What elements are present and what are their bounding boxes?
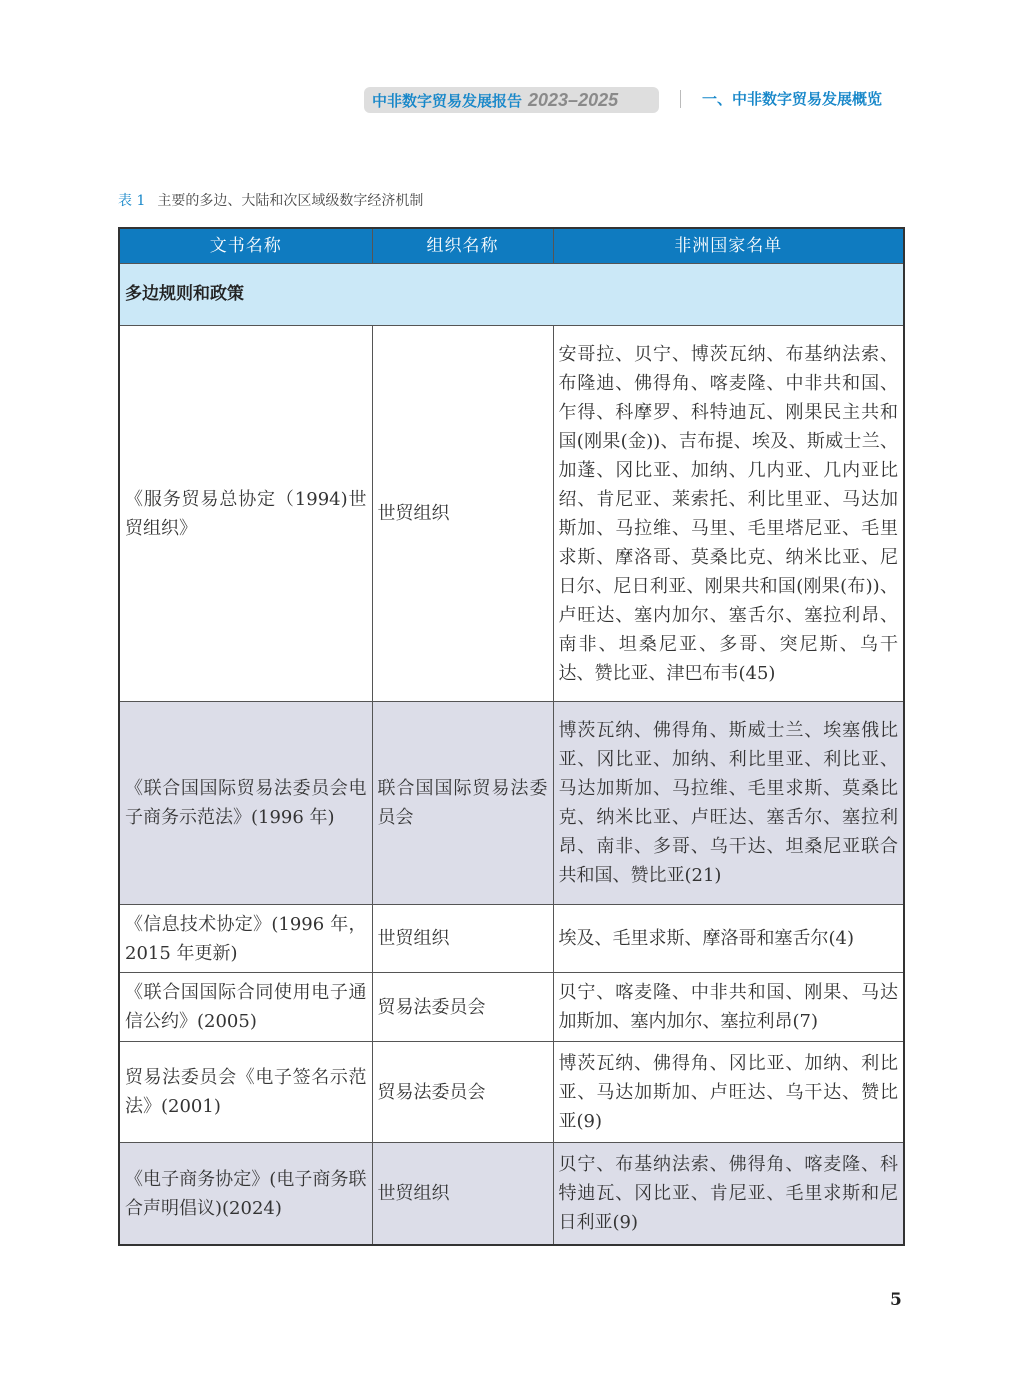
cell-doc: 《联合国国际合同使用电子通信公约》(2005) [119,973,372,1042]
table-row [119,973,904,1042]
column-header: 组织名称 [372,228,553,264]
book-years: 2023–2025 [528,89,619,110]
header-divider [680,90,681,108]
cell-countries: 安哥拉、贝宁、博茨瓦纳、布基纳法索、布隆迪、佛得角、喀麦隆、中非共和国、乍得、科摩罗、科特迪瓦、刚果民主共和国(刚果(金))、吉布提、埃及、斯威士兰、加蓬、冈比亚、加纳、几内亚、几内亚比绍、肯尼亚、莱索托、利比里亚、马达加斯加、马拉维、马里、毛里塔尼亚、毛里求斯、摩洛哥、莫桑比克、纳米比亚、尼日尔、尼日利亚、刚果共和国(刚果(布))、卢旺达、塞内加尔、塞舌尔、塞拉利昂、南非、坦桑尼亚、多哥、突尼斯、乌干达、赞比亚、津巴布韦(45) [553,326,904,702]
table-title: 主要的多边、大陆和次区域级数字经济机制 [157,193,424,209]
table-row [119,326,904,702]
mechanisms-table [118,227,905,1246]
cell-countries: 贝宁、布基纳法索、佛得角、喀麦隆、科特迪瓦、冈比亚、肯尼亚、毛里求斯和尼日利亚(9) [553,1143,904,1246]
cell-doc: 贸易法委员会《电子签名示范法》(2001) [119,1042,372,1143]
table-caption [118,190,423,210]
cell-org: 贸易法委员会 [372,973,553,1042]
cell-countries: 贝宁、喀麦隆、中非共和国、刚果、马达加斯加、塞内加尔、塞拉利昂(7) [553,973,904,1042]
column-header: 文书名称 [119,228,372,264]
cell-countries: 埃及、毛里求斯、摩洛哥和塞舌尔(4) [553,905,904,973]
table-row [119,702,904,905]
cell-org: 贸易法委员会 [372,1042,553,1143]
cell-doc: 《联合国国际贸易法委员会电子商务示范法》(1996 年) [119,702,372,905]
running-header-book [364,87,659,113]
cell-doc: 《服务贸易总协定（1994)世贸组织》 [119,326,372,702]
table-row [119,1042,904,1143]
cell-org: 世贸组织 [372,326,553,702]
cell-doc: 《电子商务协定》(电子商务联合声明倡议)(2024) [119,1143,372,1246]
column-header: 非洲国家名单 [553,228,904,264]
running-header-section: 一、中非数字贸易发展概览 [702,90,883,108]
section-row: 多边规则和政策 [119,264,904,326]
cell-org: 世贸组织 [372,1143,553,1246]
table-number: 表 1 [118,193,146,209]
table-row [119,1143,904,1246]
cell-doc: 《信息技术协定》(1996 年，2015 年更新) [119,905,372,973]
page-number: 5 [890,1290,902,1310]
cell-countries: 博茨瓦纳、佛得角、冈比亚、加纳、利比亚、马达加斯加、卢旺达、乌干达、赞比亚(9) [553,1042,904,1143]
book-title: 中非数字贸易发展报告 [372,91,523,110]
cell-org: 联合国国际贸易法委员会 [372,702,553,905]
table-row [119,905,904,973]
cell-org: 世贸组织 [372,905,553,973]
cell-countries: 博茨瓦纳、佛得角、斯威士兰、埃塞俄比亚、冈比亚、加纳、利比里亚、利比亚、马达加斯加、马拉维、毛里求斯、莫桑比克、纳米比亚、卢旺达、塞舌尔、塞拉利昂、南非、多哥、乌干达、坦桑尼亚联合共和国、赞比亚(21) [553,702,904,905]
